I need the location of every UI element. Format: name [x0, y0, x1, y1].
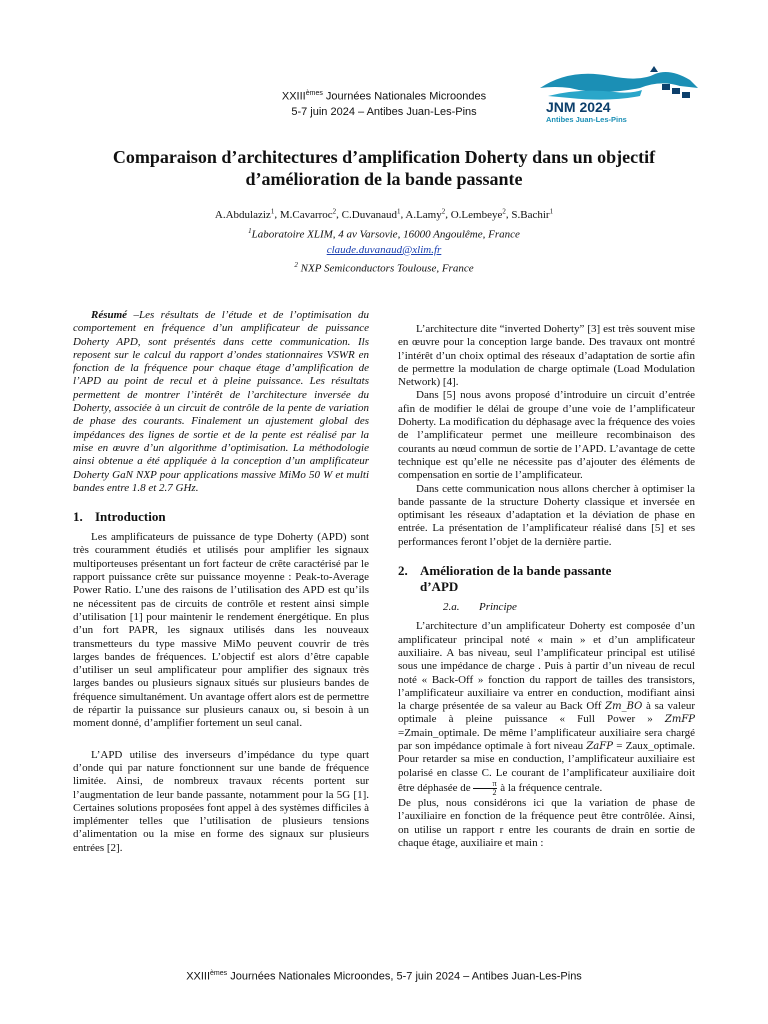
- author: C.Duvanaud$^1$: [341, 207, 401, 221]
- subsection-heading: 2.a. Principe: [443, 601, 517, 614]
- affiliation-2: $^2$ NXP Semiconductors Toulouse, France: [294, 260, 474, 275]
- abstract-text: –Les résultats de l’étude et de l’optimisation du comportement en fréquence d’un amplificateur de puissance Doherty APD, sont présentés dans cette communication. Ils reposent sur le calcul du rapport d’ondes stationnaires VSWR en fonction de la fréquence pour chaque étage d’amplification de l’APD au point de recul et à pleine puissance. Les résultats permettent de montrer l’intérêt de l’architecture inversée du Doherty, associée à un circuit de contrôle de la pente de variation de phase des courants. Finalement un ajustement global des impédances des lignes de sortie et de la pente est réalisé par la mise en œuvre d’un algorithme d’optimisation. La méthodologie ainsi obtenue a été appliquée à la conception d’un amplificateur Doherty GaN NXP pour applications massive MiMo 50 W et multi bandes entre 1.8 et 2.7 GHz.: [73, 309, 369, 494]
- conf-dates: 5-7 juin 2024 – Antibes Juan-Les-Pins: [291, 105, 477, 118]
- paragraph: L’architecture dite “inverted Doherty” [3] est très souvent mise en œuvre pour la conception large bande. Des travaux ont montré l’intérêt d’un choix optimal des réseaux d’adaptation de sortie afin de permettre la modulation de charge optimale (Load Modulation Network) [4].: [398, 323, 695, 389]
- abstract-keyword: Résumé: [91, 309, 128, 321]
- author-list: A.Abdulaziz$^1$, M.Cavarroc$^2$, C.Duvanaud$^1$, A.Lamy$^2$, O.Lembeye$^2$, S.Bachir$^1$: [214, 207, 554, 221]
- conf-sup: èmes: [305, 90, 323, 97]
- section-heading: 1. Introduction: [73, 509, 166, 525]
- right-column: [398, 323, 695, 850]
- section-heading: 2. Amélioration de la bande passante d’APD: [398, 563, 612, 595]
- page-footer: XXIIIèmes Journées Nationales Microondes, 5-7 juin 2024 – Antibes Juan-Les-Pins: [186, 970, 582, 983]
- conf-name: Journées Nationales Microondes: [322, 90, 487, 103]
- paragraph: Dans [5] nous avons proposé d’introduire un circuit d’entrée afin de modifier le délai de groupe d’une voie de l’amplificateur Doherty. La modification du déphasage avec la fréquence des voies de l’amplificateur permet une meilleure recombinaison des courants au nœud commun de sortie de l’APD. L’avantage de cette technique est qu’elle ne nécessite pas d’ajouter des éléments de compensation en sortie de l’amplificateur.: [398, 389, 695, 482]
- paragraph: De plus, nous considérons ici que la variation de phase de l’auxiliaire en fonction de la fréquence peut être contrôlée. Ainsi, on utilise un rapport r entre les courants de drain en sortie de chaque étage, auxiliaire et main :: [398, 796, 695, 849]
- paragraph: Les amplificateurs de puissance de type Doherty (APD) sont très couramment étudiés et utilisés pour amplifier les signaux multiporteuses présentant un fort facteur de crête caractérisé par le rapport puissance crête sur puissance moyenne : Peak-to-Average Power Ratio. L’une des raisons de l’utilisation des APD est qu’ils ne nécessitent pas de circuits de contrôle et restent ainsi simple d’utilisation [1] pour maintenir le rendement énergétique. En plus d’un fort PAPR, les signaux utilisés dans les nouveaux transmetteurs du type massive MiMo peuvent couvrir de très larges bandes de fréquences. L’objectif est alors d’être capable d’utiliser un seul amplificateur pour amplifier des signaux très larges bandes ou plusieurs signaux situés sur plusieurs bandes de fréquence simultanément. Un avantage offert alors est de permettre de répartir la puissance sur plusieurs canaux ou, si besoin à un moment donné, d’amplifier fortement un seul canal.: [73, 531, 369, 730]
- author-email-link[interactable]: claude.duvanaud@xlim.fr: [326, 243, 442, 256]
- paragraph: L’architecture d’un amplificateur Doherty est composée d’un amplificateur principal noté « main » et d’un amplificateur auxiliaire. A bas niveau, seul l’amplificateur principal est utilisé sous une impédance de charge . Puis à partir d’un niveau de recul noté « Back-Off » fonction du rapport de tailles des transistors, l’amplificateur auxiliaire va entrer en conduction, modifiant ainsi la charge présentée de sa valeur au Back Off Zm_BO à sa valeur optimale à pleine puissance « Full Power » ZmFP =Zmain_optimale. De même l’amplificateur auxiliaire sera chargé par son impédance optimale à fort niveau ZaFP = Zaux_optimale. Pour retarder sa mise en conduction, l’amplificateur auxiliaire est polarisé en classe C. Le courant de l’amplificateur auxiliaire doit être déphasée de $\frac{\pi}{2}$ à la fréquence centrale.: [398, 620, 695, 797]
- math-za-fp: ZaFP: [586, 741, 613, 753]
- author: O.Lembeye$^2$: [450, 207, 506, 221]
- logo-main-text: JNM 2024: [546, 99, 611, 115]
- paragraph: Dans cette communication nous allons chercher à optimiser la bande passante de la structure Doherty classique et inversée en optimisant les réseaux d’adaptation et la déviation de phase en entrée. La présentation de l’amplificateur réalisé dans [5] et ses performances feront l’objet de la dernière partie.: [398, 482, 695, 548]
- affiliations: [0, 224, 768, 276]
- math-zm-fp: ZmFP: [664, 714, 695, 726]
- author: A.Abdulaziz$^1$: [214, 207, 275, 221]
- math-zm-bo: Zm_BO: [605, 701, 643, 713]
- jnm-logo-icon: [530, 66, 700, 126]
- math-fraction: $\frac{\pi}{2}$: [473, 780, 497, 797]
- left-column: [73, 309, 369, 855]
- author: S.Bachir$^1$: [511, 207, 554, 221]
- paper-title: Comparaison d’architectures d’amplification Doherty dans un objectif d’amélioration de la bande passante: [112, 147, 656, 189]
- abstract: [73, 309, 369, 495]
- conf-roman: XXIII: [281, 90, 306, 103]
- paragraph: L’APD utilise des inverseurs d’impédance du type quart d’onde qui par nature fonctionnent sur une bande de fréquence limitée. Ainsi, de nombreux travaux récents portent sur l’augmentation de leur bande passante, notamment pour la 5G [1]. Certaines solutions proposées font appel à des systèmes difficiles à implémenter telles que l’utilisation de plusieurs tensions d’alimentation ou la mise en forme des signaux sur plusieurs entrées [2].: [73, 748, 369, 854]
- author: A.Lamy$^2$: [405, 207, 446, 221]
- logo-sub-text: Antibes Juan-Les-Pins: [546, 115, 627, 124]
- author: M.Cavarroc$^2$: [279, 207, 337, 221]
- affiliation-1: $^1$Laboratoire XLIM, 4 av Varsovie, 16000 Angoulême, France: [248, 227, 520, 241]
